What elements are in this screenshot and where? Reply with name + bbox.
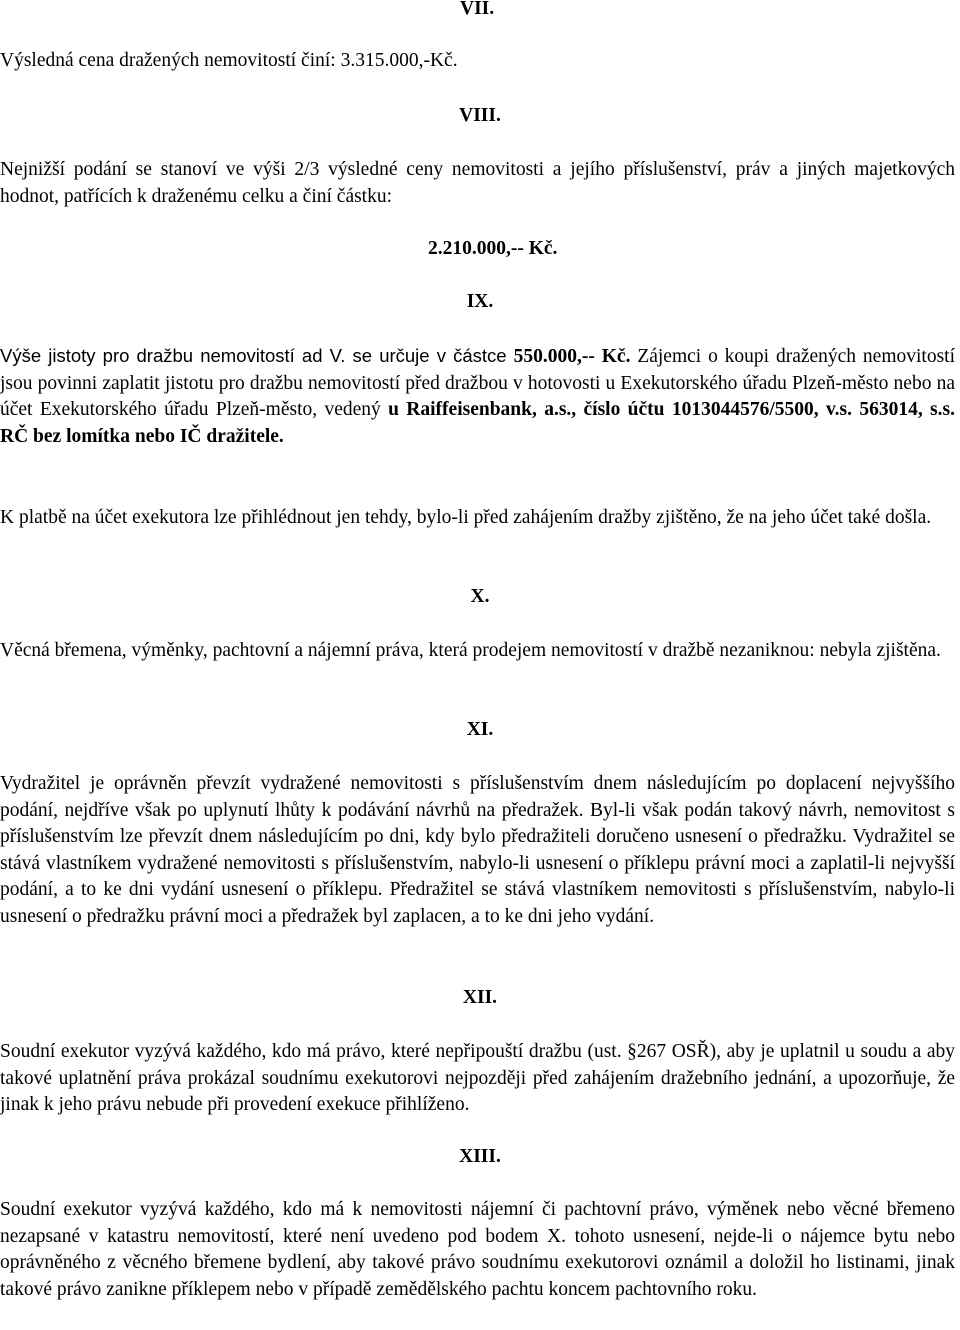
section-ix-amount: 550.000,-- Kč.: [513, 346, 631, 367]
section-ix-body: Zájemci o koupi dražených nemovitostí jsou povinni zaplatit jistotu pro dražbu nemovitostí před dražbou v hotovosti u Exekutorského úřadu Plzeň-město nebo na účet Exekutorského úřadu Plzeň-město, vedený: [0, 346, 955, 420]
section-ix-account: u Raiffeisenbank, a.s., číslo účtu 1013044576/5500, v.s. 563014, s.s. RČ bez lomítka nebo IČ dražitele.: [0, 399, 955, 447]
section-ix-lead: Výše jistoty pro dražbu nemovitostí ad V. se určuje v částce: [0, 345, 514, 366]
section-x-heading: X.: [470, 586, 490, 607]
section-xii-text: Soudní exekutor vyzývá každého, kdo má právo, které nepřipouští dražbu (ust. §267 OSŘ), aby je uplatnil u soudu a aby takové uplatnění práva prokázal soudnímu exekutorovi nejpozději před zahájením dražebního jednání, a upozorňuje, že jinak k jeho právu nebude při provedení exekuce přihlíženo.: [0, 1041, 955, 1115]
section-ix-text: [0, 343, 955, 450]
section-x-text: Věcná břemena, výměnky, pachtovní a nájemní práva, která prodejem nemovitostí v dražbě nezaniknou: nebyla zjištěna.: [0, 640, 941, 661]
section-ix-heading: IX.: [466, 291, 494, 312]
section-vii-heading: VII.: [460, 0, 495, 19]
section-viii-amount: 2.210.000,-- Kč.: [428, 238, 558, 259]
section-xiii-text: Soudní exekutor vyzývá každého, kdo má k nemovitosti nájemní či pachtovní právo, výměnek nebo věcné břemeno nezapsané v katastru nemovitostí, které není uvedeno pod bodem X. tohoto usnesení, nejde-li o nájemce bytu nebo oprávněného z věcného břemene bydlení, aby takové právo soudnímu exekutorovi oznámil a doložil ho listinami, jinak takové právo zanikne příklepem nebo v případě zemědělského pachtu koncem pachtovního roku.: [0, 1199, 955, 1300]
section-viii-text: Nejnižší podání se stanoví ve výši 2/3 výsledné ceny nemovitosti a jejího příslušenství, práv a jiných majetkových hodnot, patřících k draženému celku a činí částku:: [0, 159, 955, 207]
section-xi-text: Vydražitel je oprávněn převzít vydražené nemovitosti s příslušenstvím dnem následujícím po doplacení nejvyššího podání, nejdříve však po uplynutí lhůty k podávání návrhů na předražek. Byl-li však podán takový návrh, nemovitost s příslušenstvím lze převzít dnem následujícím po dni, kdy bylo předražiteli doručeno usnesení o předražku. Vydražitel se stává vlastníkem vydražené nemovitosti s příslušenstvím, nabylo-li usnesení o příklepu právní moci a zaplatil-li nejvyšší podání, a to ke dni vydání usnesení o příklepu. Předražitel se stává vlastníkem nemovitosti s příslušenstvím, nabylo-li usnesení o předražku právní moci a předražek byl zaplacen, a to ke dni jeho vydání.: [0, 773, 955, 927]
section-xiii-heading: XIII.: [459, 1146, 501, 1167]
section-xi-heading: XI.: [466, 719, 494, 740]
section-vii-text: Výsledná cena dražených nemovitostí činí: 3.315.000,-Kč.: [0, 50, 458, 71]
section-ix-note: K platbě na účet exekutora lze přihlédnout jen tehdy, bylo-li před zahájením dražby zjištěno, že na jeho účet také došla.: [0, 507, 932, 528]
section-xii-heading: XII.: [462, 987, 498, 1008]
section-viii-heading: VIII.: [459, 105, 501, 126]
